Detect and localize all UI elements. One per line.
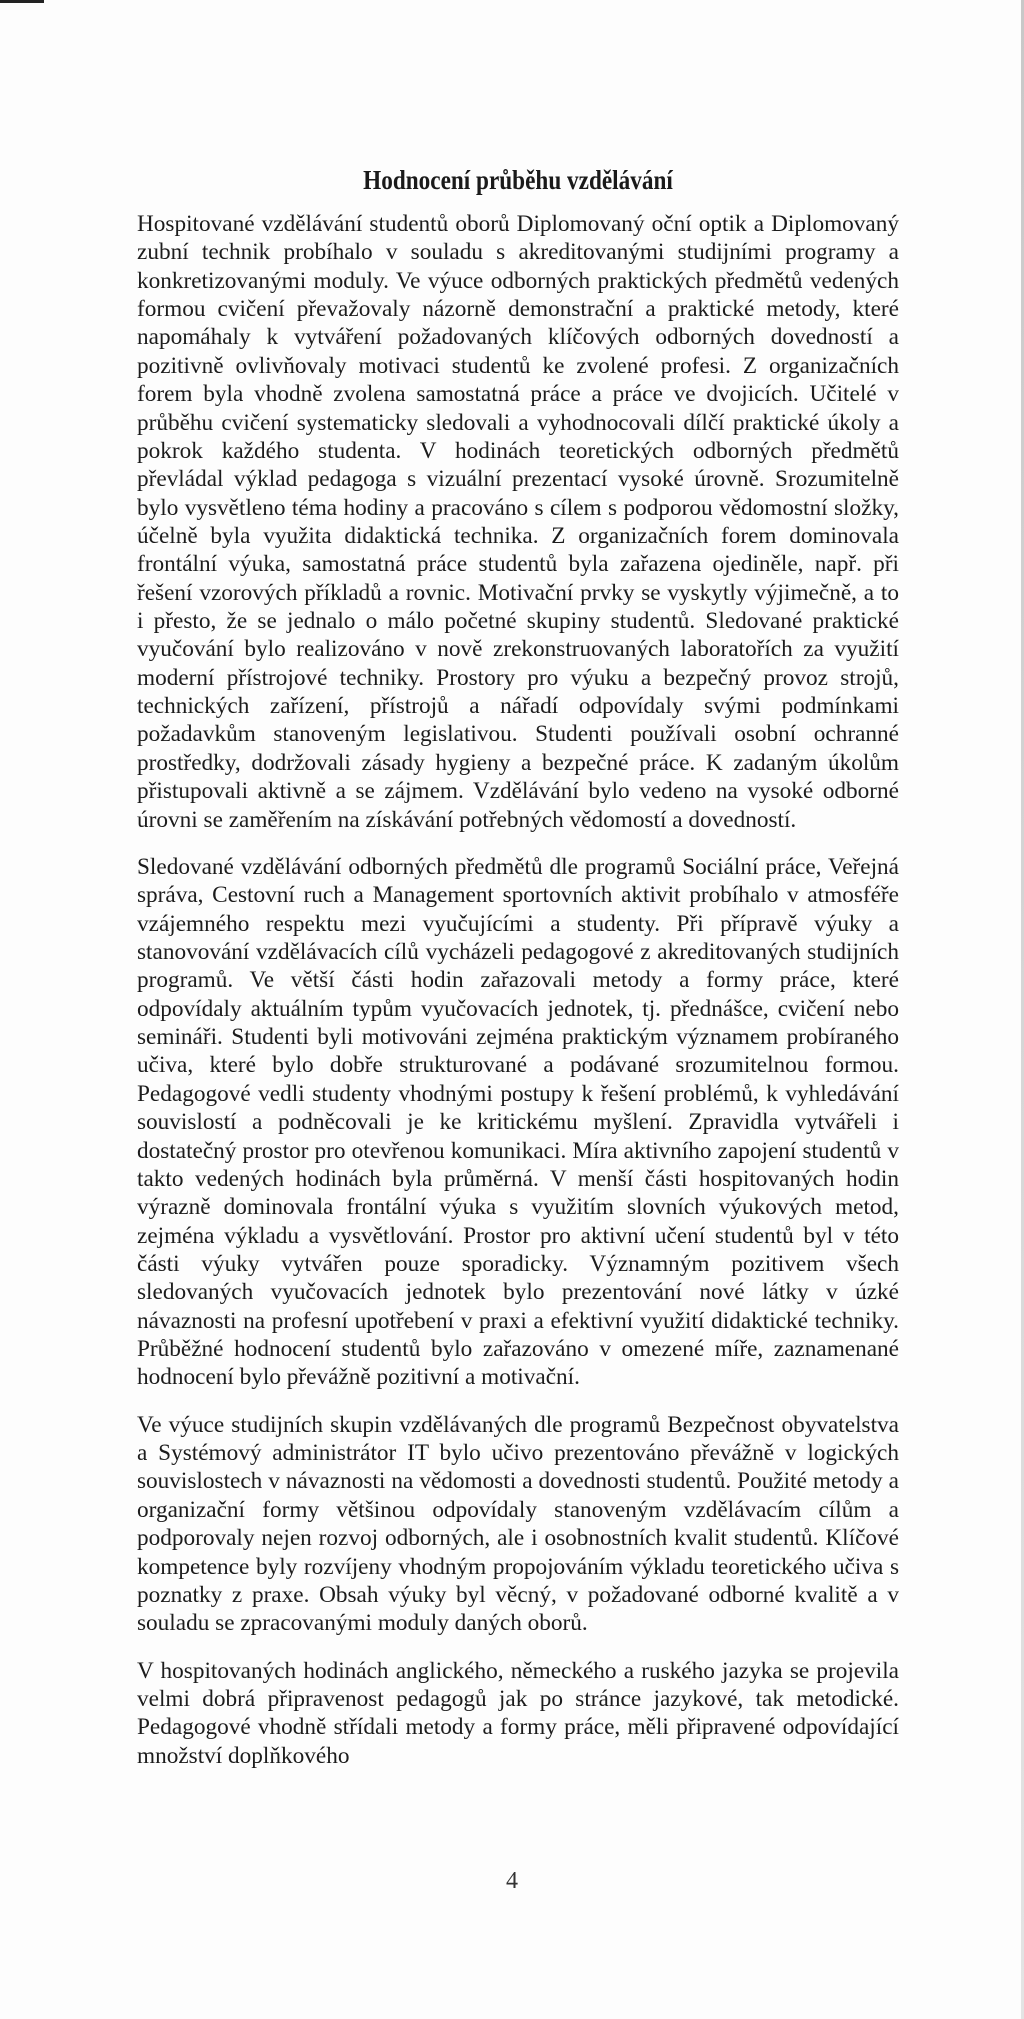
paragraph: V hospitovaných hodinách anglického, německého a ruského jazyka se projevila velmi dobrá připravenost pedagogů jak po stránce jazykové, tak metodické. Pedagogové vhodně střídali metody a formy práce, měli připravené odpovídající množství doplňkového	[137, 1657, 899, 1769]
paragraph: Ve výuce studijních skupin vzdělávaných dle programů Bezpečnost obyvatelstva a Systémový administrátor IT bylo učivo prezentováno převážně v logických souvislostech v návaznosti na vědomosti a dovednosti studentů. Použité metody a organizační formy většinou odpovídaly stanoveným vzdělávacím cílům a podporovaly nejen rozvoj odborných, ale i osobnostních kvalit studentů. Klíčové kompetence byly rozvíjeny vhodným propojováním výkladu teoretického učiva s poznatky z praxe. Obsah výuky byl věcný, v požadované odborné kvalitě a v souladu se zpracovanými moduly daných oborů.	[137, 1411, 899, 1637]
paragraph: Hospitované vzdělávání studentů oborů Diplomovaný oční optik a Diplomovaný zubní technik probíhalo v souladu s akreditovanými studijními programy a konkretizovanými moduly. Ve výuce odborných praktických předmětů vedených formou cvičení převažovaly názorně demonstrační a praktické metody, které napomáhaly k vytváření požadovaných klíčových odborných dovedností a pozitivně ovlivňovaly motivaci studentů ke zvolené profesi. Z organizačních forem byla vhodně zvolena samostatná práce a práce ve dvojicích. Učitelé v průběhu cvičení systematicky sledovali a vyhodnocovali dílčí praktické úkoly a pokrok každého studenta. V hodinách teoretických odborných předmětů převládal výklad pedagoga s vizuální prezentací vysoké úrovně. Srozumitelně bylo vysvětleno téma hodiny a pracováno s cílem s podporou vědomostní složky, účelně byla využita didaktická technika. Z organizačních forem dominovala frontální výuka, samostatná práce studentů byla zařazena ojediněle, např. při řešení vzorových příkladů a rovnic. Motivační prvky se vyskytly výjimečně, a to i přesto, že se jednalo o málo početné skupiny studentů. Sledované praktické vyučování bylo realizováno v nově zrekonstruovaných laboratořích za využití moderní přístrojové techniky. Prostory pro výuku a bezpečný provoz strojů, technických zařízení, přístrojů a nářadí odpovídaly svými podmínkami požadavkům stanoveným legislativou. Studenti používali osobní ochranné prostředky, dodržovali zásady hygieny a bezpečné práce. K zadaným úkolům přistupovali aktivně a se zájmem. Vzdělávání bylo vedeno na vysoké odborné úrovni se zaměřením na získávání potřebných vědomostí a dovedností.	[137, 211, 899, 833]
section-title: Hodnocení průběhu vzdělávání	[363, 165, 673, 195]
scan-corner-mark	[0, 0, 44, 3]
document-body	[137, 165, 899, 1789]
page-number: 4	[506, 1868, 518, 1894]
paragraph: Sledované vzdělávání odborných předmětů dle programů Sociální práce, Veřejná správa, Cestovní ruch a Management sportovních aktivit probíhalo v atmosféře vzájemného respektu mezi vyučujícími a studenty. Při přípravě výuky a stanovování vzdělávacích cílů vycházeli pedagogové z akreditovaných studijních programů. Ve větší části hodin zařazovali metody a formy práce, které odpovídaly aktuálním typům vyučovacích jednotek, tj. přednášce, cvičení nebo semináři. Studenti byli motivováni zejména praktickým významem probíraného učiva, které bylo dobře strukturované a podávané srozumitelnou formou. Pedagogové vedli studenty vhodnými postupy k řešení problémů, k vyhledávání souvislostí a podněcovali je ke kritickému myšlení. Zpravidla vytvářeli i dostatečný prostor pro otevřenou komunikaci. Míra aktivního zapojení studentů v takto vedených hodinách byla průměrná. V menší části hospitovaných hodin výrazně dominovala frontální výuka s využitím slovních výukových metod, zejména výkladu a vysvětlování. Prostor pro aktivní učení studentů byl v této části výuky vytvářen pouze sporadicky. Významným pozitivem všech sledovaných vyučovacích jednotek bylo prezentování nové látky v úzké návaznosti na profesní upotřebení v praxi a efektivní využití didaktické techniky. Průběžné hodnocení studentů bylo zařazováno v omezené míře, zaznamenané hodnocení bylo převážně pozitivní a motivační.	[137, 853, 899, 1391]
